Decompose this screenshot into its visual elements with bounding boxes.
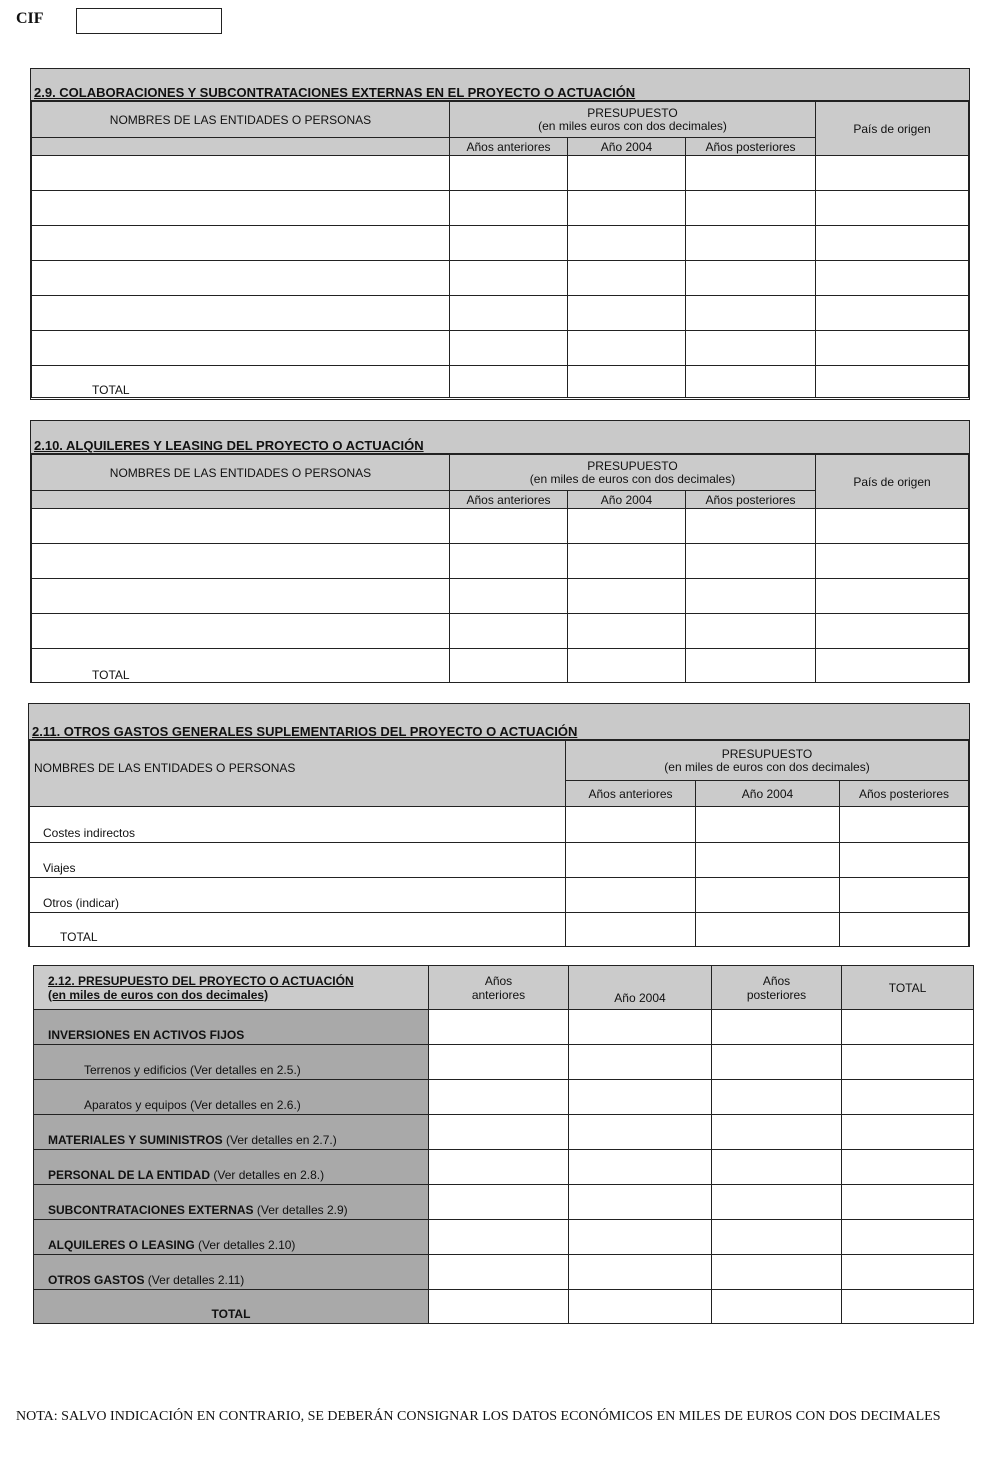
col-anteriores-header: Años anteriores xyxy=(450,491,568,509)
table-row xyxy=(32,226,969,261)
value-cell[interactable] xyxy=(568,296,686,331)
row-label-subcontrataciones-text: SUBCONTRATACIONES EXTERNAS xyxy=(48,1203,254,1217)
value-cell[interactable] xyxy=(429,1010,569,1045)
value-cell[interactable] xyxy=(450,226,568,261)
col-pais-header: País de origen xyxy=(816,455,969,509)
value-cell[interactable] xyxy=(686,331,816,366)
section-2-11-title: 2.11. OTROS GASTOS GENERALES SUPLEMENTARIOS DEL PROYECTO O ACTUACIÓN xyxy=(29,704,969,740)
header-spacer xyxy=(32,138,450,156)
value-cell[interactable] xyxy=(429,1150,569,1185)
value-cell[interactable] xyxy=(566,807,696,843)
section-2-12-table xyxy=(33,965,974,1324)
entity-cell[interactable] xyxy=(32,156,450,191)
section-2-12 xyxy=(33,965,974,1325)
value-cell[interactable] xyxy=(842,1255,974,1290)
section-2-11 xyxy=(28,703,970,947)
pais-cell[interactable] xyxy=(816,296,969,331)
total-cell[interactable] xyxy=(429,1290,569,1324)
pais-cell[interactable] xyxy=(816,156,969,191)
presupuesto-sublabel: (en miles de euros con dos decimales) xyxy=(664,759,870,774)
entity-cell[interactable] xyxy=(32,261,450,296)
table-row xyxy=(34,1150,974,1185)
col-posteriores-header xyxy=(712,966,842,1010)
value-cell[interactable] xyxy=(840,807,969,843)
value-cell[interactable] xyxy=(686,296,816,331)
total-row xyxy=(30,913,969,947)
value-cell[interactable] xyxy=(568,191,686,226)
value-cell[interactable] xyxy=(450,296,568,331)
section-2-9-table xyxy=(31,101,969,398)
value-cell[interactable] xyxy=(686,191,816,226)
section-2-9 xyxy=(30,68,970,400)
pais-cell[interactable] xyxy=(816,614,969,649)
value-cell[interactable] xyxy=(712,1185,842,1220)
value-cell[interactable] xyxy=(450,156,568,191)
cif-input-box[interactable] xyxy=(76,8,222,34)
pais-cell[interactable] xyxy=(816,366,969,398)
value-cell[interactable] xyxy=(696,843,840,878)
table-row xyxy=(30,843,969,878)
col-anteriores-header: Años anteriores xyxy=(450,138,568,156)
value-cell[interactable] xyxy=(712,1010,842,1045)
row-label-otros-text: OTROS GASTOS xyxy=(48,1273,145,1287)
total-cell[interactable] xyxy=(842,1290,974,1324)
value-cell[interactable] xyxy=(569,1010,712,1045)
entity-cell[interactable] xyxy=(32,544,450,579)
section-2-11-table xyxy=(29,740,969,947)
row-label-alquileres-text: ALQUILERES O LEASING xyxy=(48,1238,195,1252)
value-cell[interactable] xyxy=(842,1150,974,1185)
value-cell[interactable] xyxy=(450,191,568,226)
value-cell[interactable] xyxy=(842,1080,974,1115)
col-total-header: TOTAL xyxy=(842,966,974,1010)
col-posteriores-header: Años posteriores xyxy=(840,781,969,807)
header-spacer xyxy=(32,491,450,509)
row-label-inversiones: INVERSIONES EN ACTIVOS FIJOS xyxy=(34,1010,429,1045)
value-cell[interactable] xyxy=(450,544,568,579)
pais-cell[interactable] xyxy=(816,544,969,579)
pais-cell[interactable] xyxy=(816,261,969,296)
value-cell[interactable] xyxy=(569,1220,712,1255)
value-cell[interactable] xyxy=(569,1045,712,1080)
table-row xyxy=(30,878,969,913)
col-posteriores-line1: Años xyxy=(762,973,791,988)
value-cell[interactable] xyxy=(429,1115,569,1150)
total-cell[interactable] xyxy=(840,913,969,947)
table-row xyxy=(32,544,969,579)
value-cell[interactable] xyxy=(569,1255,712,1290)
presupuesto-sublabel: (en miles de euros con dos decimales) xyxy=(529,471,736,486)
value-cell[interactable] xyxy=(429,1185,569,1220)
table-row xyxy=(32,331,969,366)
table-row xyxy=(32,156,969,191)
col-pais-header: País de origen xyxy=(816,102,969,156)
row-label-materiales xyxy=(34,1115,429,1150)
row-label-alquileres xyxy=(34,1220,429,1255)
total-row xyxy=(34,1290,974,1324)
total-row xyxy=(32,366,969,398)
row-label-materiales-text: MATERIALES Y SUMINISTROS xyxy=(48,1133,223,1147)
table-row xyxy=(30,807,969,843)
pais-cell[interactable] xyxy=(816,509,969,544)
value-cell[interactable] xyxy=(696,878,840,913)
row-label-personal-text: PERSONAL DE LA ENTIDAD xyxy=(48,1168,211,1182)
total-cell[interactable] xyxy=(568,649,686,683)
value-cell[interactable] xyxy=(686,614,816,649)
value-cell[interactable] xyxy=(568,261,686,296)
value-cell[interactable] xyxy=(840,878,969,913)
table-row xyxy=(34,1220,974,1255)
total-cell[interactable] xyxy=(568,366,686,398)
table-row xyxy=(34,1045,974,1080)
total-label: TOTAL xyxy=(32,649,450,683)
table-row xyxy=(32,261,969,296)
row-label-terrenos: Terrenos y edificios (Ver detalles en 2.5.) xyxy=(34,1045,429,1080)
table-row xyxy=(32,614,969,649)
pais-cell[interactable] xyxy=(816,579,969,614)
value-cell[interactable] xyxy=(686,261,816,296)
value-cell[interactable] xyxy=(569,1150,712,1185)
total-cell[interactable] xyxy=(686,366,816,398)
value-cell[interactable] xyxy=(568,509,686,544)
value-cell[interactable] xyxy=(429,1220,569,1255)
col-anteriores-header: Años anteriores xyxy=(566,781,696,807)
section-2-12-title: 2.12. PRESUPUESTO DEL PROYECTO O ACTUACIÓN xyxy=(48,973,354,988)
presupuesto-label: PRESUPUESTO xyxy=(587,105,678,120)
value-cell[interactable] xyxy=(569,1115,712,1150)
total-row xyxy=(32,649,969,683)
value-cell[interactable] xyxy=(712,1255,842,1290)
value-cell[interactable] xyxy=(712,1150,842,1185)
value-cell[interactable] xyxy=(712,1220,842,1255)
col-2004-header: Año 2004 xyxy=(569,966,712,1010)
value-cell[interactable] xyxy=(686,544,816,579)
row-label-materiales-ref: (Ver detalles en 2.7.) xyxy=(222,1133,337,1147)
value-cell[interactable] xyxy=(450,331,568,366)
value-cell[interactable] xyxy=(842,1045,974,1080)
value-cell[interactable] xyxy=(842,1185,974,1220)
col-anteriores-header xyxy=(429,966,569,1010)
row-label-personal-ref: (Ver detalles en 2.8.) xyxy=(210,1168,325,1182)
value-cell[interactable] xyxy=(686,509,816,544)
row-label-subcontrataciones-ref: (Ver detalles 2.9) xyxy=(253,1203,348,1217)
total-cell[interactable] xyxy=(712,1290,842,1324)
value-cell[interactable] xyxy=(450,509,568,544)
presupuesto-header xyxy=(450,455,816,491)
value-cell[interactable] xyxy=(696,807,840,843)
value-cell[interactable] xyxy=(840,843,969,878)
total-label: TOTAL xyxy=(30,913,566,947)
col-2004-header: Año 2004 xyxy=(568,491,686,509)
total-cell[interactable] xyxy=(569,1290,712,1324)
table-row xyxy=(32,296,969,331)
col-posteriores-line2: posteriores xyxy=(746,987,807,1002)
row-label-otros xyxy=(34,1255,429,1290)
value-cell[interactable] xyxy=(450,261,568,296)
value-cell[interactable] xyxy=(686,579,816,614)
col-names-header: NOMBRES DE LAS ENTIDADES O PERSONAS xyxy=(32,102,450,138)
value-cell[interactable] xyxy=(842,1010,974,1045)
col-2004-header: Año 2004 xyxy=(568,138,686,156)
pais-cell[interactable] xyxy=(816,191,969,226)
value-cell[interactable] xyxy=(712,1045,842,1080)
value-cell[interactable] xyxy=(429,1080,569,1115)
table-row xyxy=(32,579,969,614)
value-cell[interactable] xyxy=(568,331,686,366)
row-label-subcontrataciones xyxy=(34,1185,429,1220)
value-cell[interactable] xyxy=(566,878,696,913)
table-row xyxy=(34,1115,974,1150)
pais-cell[interactable] xyxy=(816,649,969,683)
presupuesto-sublabel: (en miles euros con dos decimales) xyxy=(538,118,727,133)
col-2004-header: Año 2004 xyxy=(696,781,840,807)
table-row xyxy=(34,1185,974,1220)
total-label: TOTAL xyxy=(32,366,450,398)
value-cell[interactable] xyxy=(429,1255,569,1290)
value-cell[interactable] xyxy=(568,614,686,649)
row-label-aparatos: Aparatos y equipos (Ver detalles en 2.6.) xyxy=(34,1080,429,1115)
value-cell[interactable] xyxy=(568,156,686,191)
footer-note: NOTA: SALVO INDICACIÓN EN CONTRARIO, SE DEBERÁN CONSIGNAR LOS DATOS ECONÓMICOS EN MILES DE EUROS CON DOS DECIMALES xyxy=(16,1409,941,1424)
entity-cell[interactable] xyxy=(32,296,450,331)
entity-cell[interactable] xyxy=(32,191,450,226)
presupuesto-header xyxy=(450,102,816,138)
col-posteriores-header: Años posteriores xyxy=(686,491,816,509)
cif-label: CIF xyxy=(16,10,44,27)
value-cell[interactable] xyxy=(842,1115,974,1150)
table-row xyxy=(32,191,969,226)
value-cell[interactable] xyxy=(686,226,816,261)
total-label: TOTAL xyxy=(34,1290,429,1324)
value-cell[interactable] xyxy=(712,1080,842,1115)
row-label: Costes indirectos xyxy=(30,807,566,843)
value-cell[interactable] xyxy=(429,1045,569,1080)
value-cell[interactable] xyxy=(450,614,568,649)
table-row xyxy=(34,1255,974,1290)
value-cell[interactable] xyxy=(842,1220,974,1255)
section-2-9-title: 2.9. COLABORACIONES Y SUBCONTRATACIONES EXTERNAS EN EL PROYECTO O ACTUACIÓN xyxy=(31,69,969,101)
presupuesto-label: PRESUPUESTO xyxy=(587,458,678,473)
value-cell[interactable] xyxy=(450,579,568,614)
entity-cell[interactable] xyxy=(32,579,450,614)
col-posteriores-header: Años posteriores xyxy=(686,138,816,156)
table-row xyxy=(34,1080,974,1115)
section-2-10 xyxy=(30,420,970,683)
entity-cell[interactable] xyxy=(32,226,450,261)
section-2-10-title: 2.10. ALQUILERES Y LEASING DEL PROYECTO O ACTUACIÓN xyxy=(31,421,969,454)
entity-cell[interactable] xyxy=(32,331,450,366)
pais-cell[interactable] xyxy=(816,226,969,261)
section-2-12-title-cell xyxy=(34,966,429,1010)
table-row xyxy=(34,1010,974,1045)
value-cell[interactable] xyxy=(686,156,816,191)
col-anteriores-line2: anteriores xyxy=(471,987,526,1002)
col-names-header: NOMBRES DE LAS ENTIDADES O PERSONAS xyxy=(32,455,450,491)
total-cell[interactable] xyxy=(696,913,840,947)
section-2-12-subtitle: (en miles de euros con dos decimales) xyxy=(48,987,269,1002)
presupuesto-header xyxy=(566,741,969,781)
table-row xyxy=(32,509,969,544)
entity-cell[interactable] xyxy=(32,614,450,649)
value-cell[interactable] xyxy=(568,544,686,579)
entity-cell[interactable] xyxy=(32,509,450,544)
total-cell[interactable] xyxy=(686,649,816,683)
value-cell[interactable] xyxy=(568,226,686,261)
row-label-otros-ref: (Ver detalles 2.11) xyxy=(144,1273,245,1287)
total-cell[interactable] xyxy=(450,366,568,398)
section-2-10-table xyxy=(31,454,969,683)
value-cell[interactable] xyxy=(712,1115,842,1150)
total-cell[interactable] xyxy=(566,913,696,947)
pais-cell[interactable] xyxy=(816,331,969,366)
row-label-personal xyxy=(34,1150,429,1185)
value-cell[interactable] xyxy=(566,843,696,878)
presupuesto-label: PRESUPUESTO xyxy=(721,746,813,761)
col-anteriores-line1: Años xyxy=(484,973,513,988)
col-names-header: NOMBRES DE LAS ENTIDADES O PERSONAS xyxy=(30,741,566,807)
row-label: Otros (indicar) xyxy=(30,878,566,913)
value-cell[interactable] xyxy=(568,579,686,614)
total-cell[interactable] xyxy=(450,649,568,683)
value-cell[interactable] xyxy=(569,1185,712,1220)
row-label: Viajes xyxy=(30,843,566,878)
row-label-alquileres-ref: (Ver detalles 2.10) xyxy=(194,1238,296,1252)
value-cell[interactable] xyxy=(569,1080,712,1115)
